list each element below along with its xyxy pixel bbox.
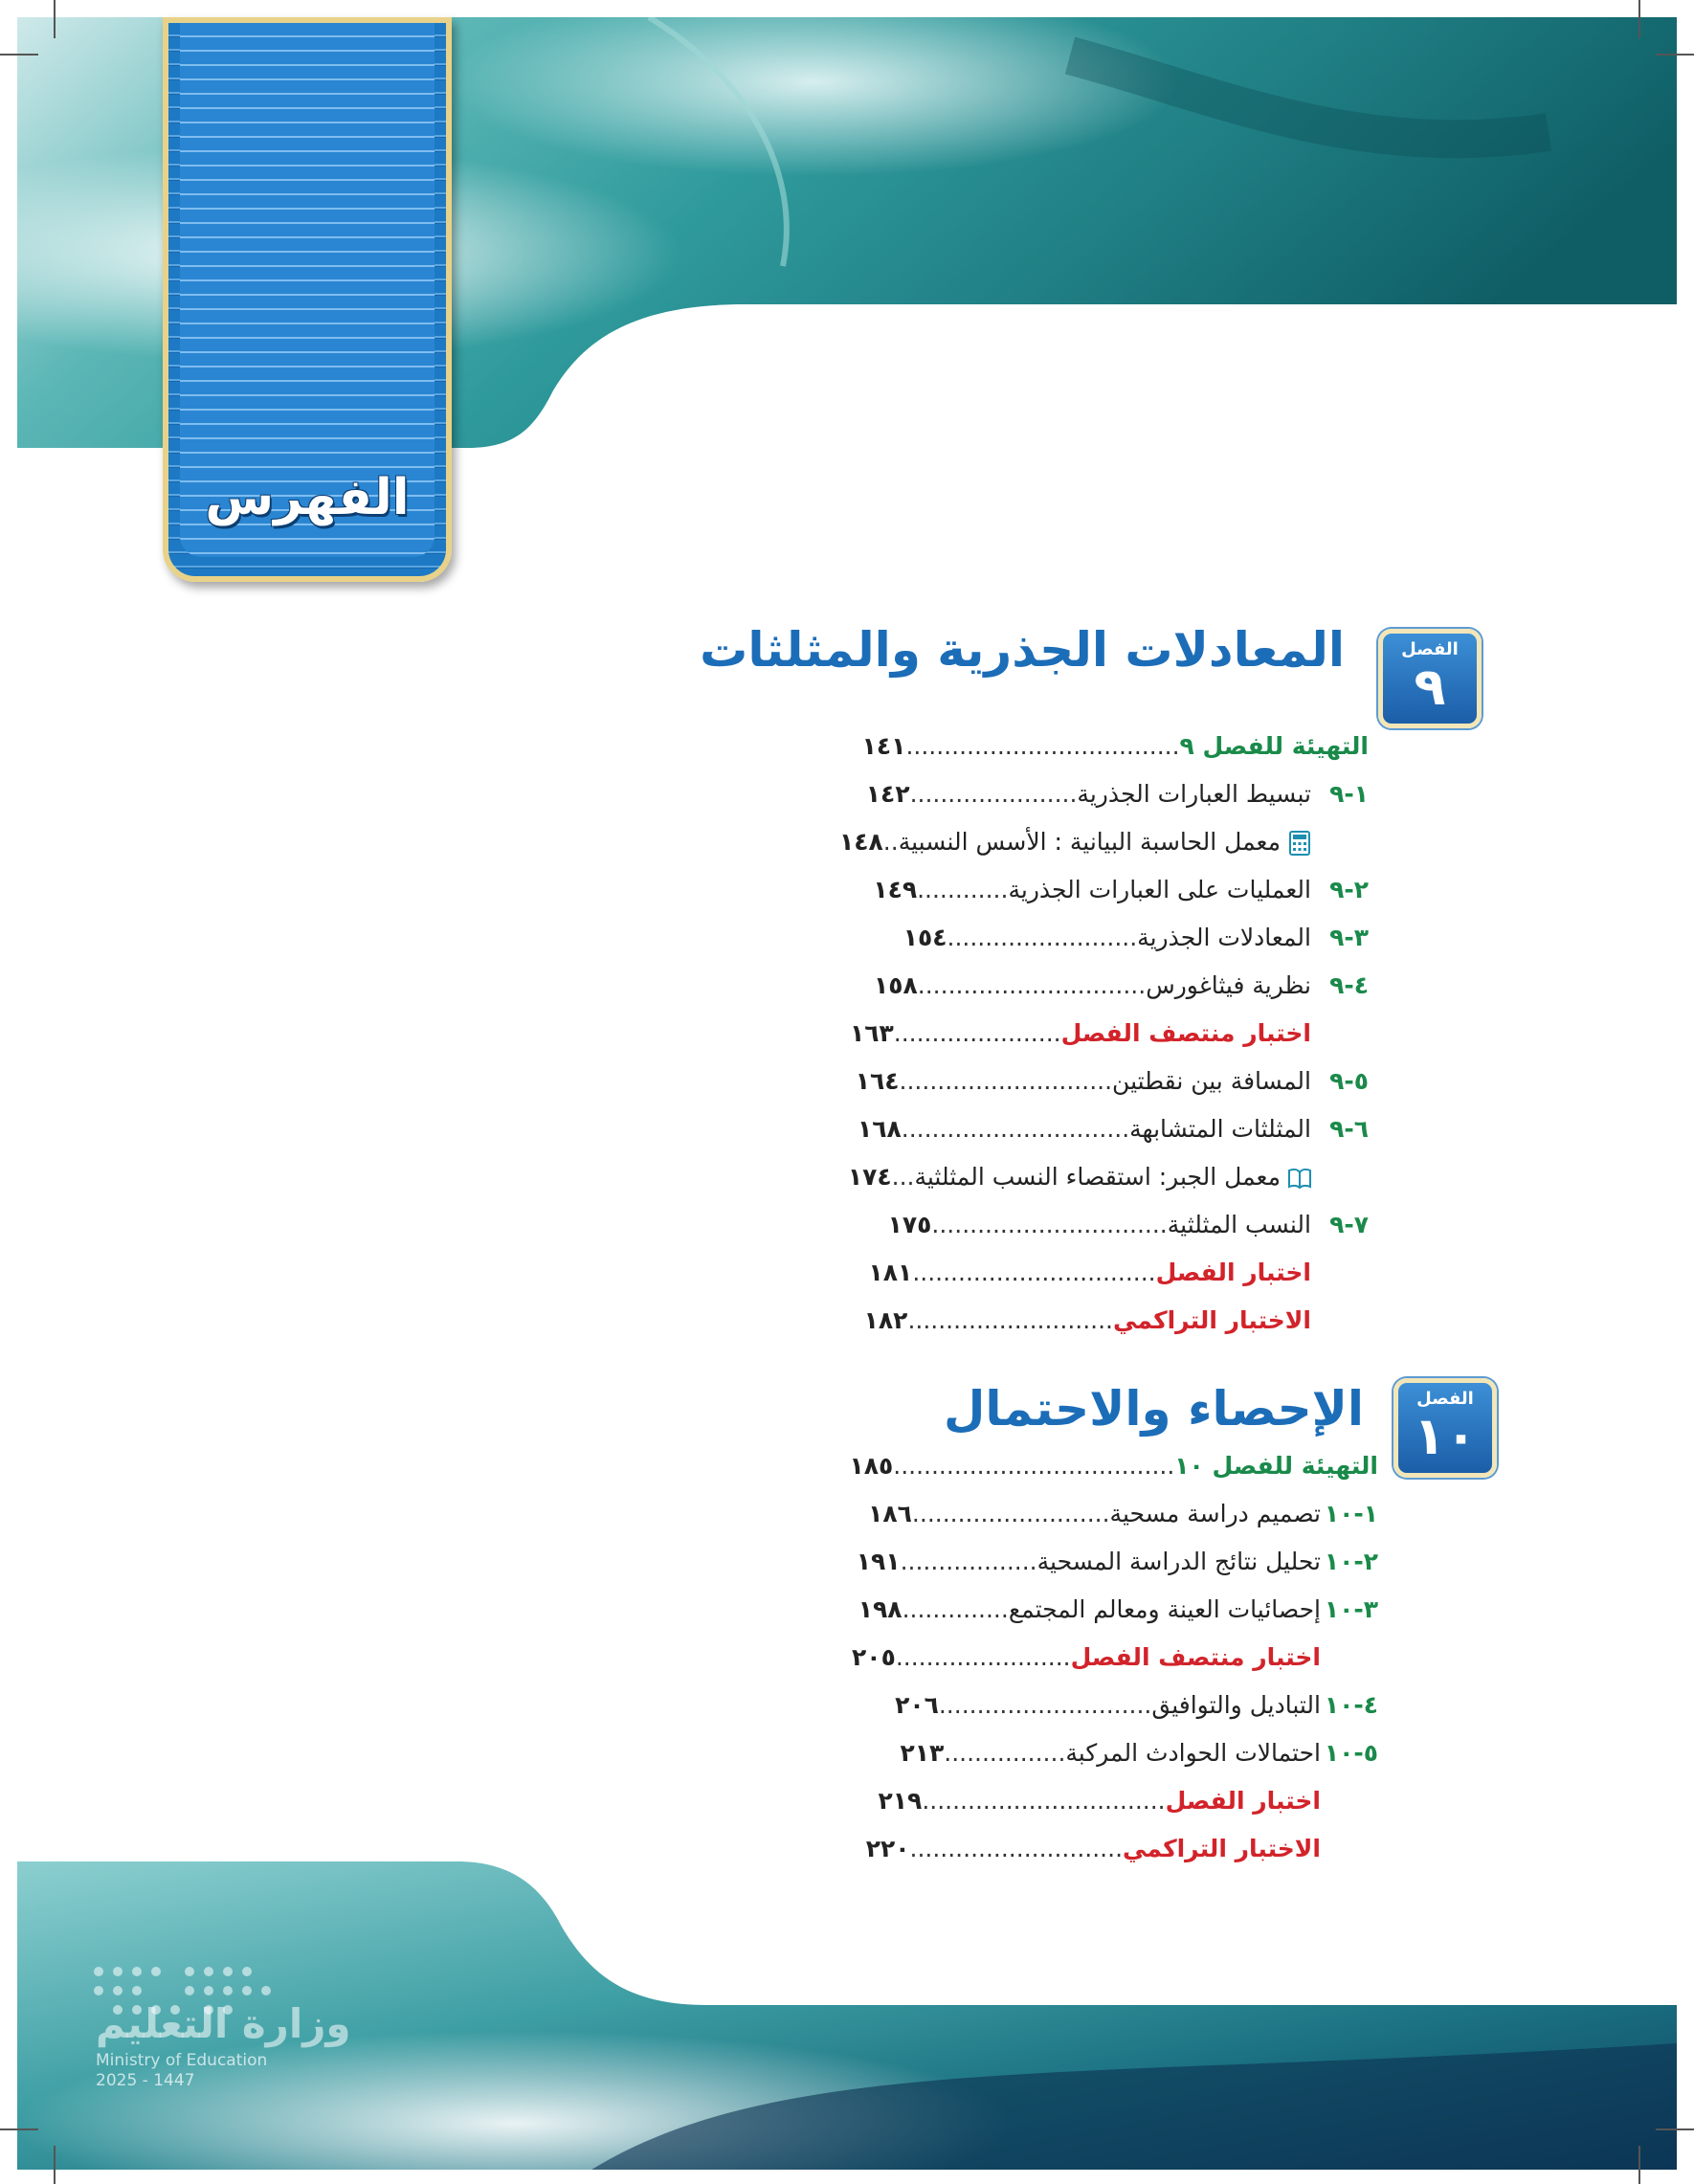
toc-lesson-title: التهيئة للفصل ١٠: [1174, 1452, 1378, 1480]
toc-leader-dots: ..: [882, 828, 899, 856]
toc-row[interactable]: [852, 1638, 1378, 1677]
toc-page-number: ١٥٨: [874, 971, 918, 999]
toc-page-number: ١٨١: [868, 1259, 913, 1286]
toc-leader-dots: ...............................: [931, 1211, 1168, 1238]
toc-row[interactable]: [856, 1062, 1369, 1101]
toc-lesson-title: احتمالات الحوادث المركبة: [1065, 1739, 1321, 1767]
toc-page-number: ١٤٩: [873, 876, 918, 903]
toc-leader-dots: ................................: [912, 1259, 1156, 1286]
toc-row[interactable]: [839, 823, 1369, 861]
toc-leader-dots: ............................: [909, 1835, 1124, 1862]
toc-leader-dots: ...: [891, 1163, 915, 1191]
toc-row[interactable]: [903, 919, 1369, 957]
chapter-badge-label: الفصل: [1416, 1389, 1474, 1409]
calculator-icon: [1288, 831, 1311, 856]
crop-mark: [1656, 54, 1694, 56]
toc-row[interactable]: [895, 1686, 1378, 1725]
toc-page-number: ١٤٨: [839, 828, 883, 856]
toc-lesson-title: الاختبار التراكمي: [1123, 1835, 1321, 1862]
toc-leader-dots: ......................: [893, 1019, 1061, 1047]
crop-mark: [1638, 2146, 1640, 2184]
toc-leader-dots: ............................: [938, 1691, 1152, 1719]
toc-page-number: ١٨٦: [868, 1500, 912, 1527]
toc-leader-dots: ............: [917, 876, 1009, 903]
toc-lesson-title: اختبار منتصف الفصل: [1070, 1643, 1321, 1671]
toc-leader-dots: .........................: [947, 924, 1138, 951]
toc-page-number: ١٦٤: [855, 1067, 900, 1095]
ministry-name-ar: وزارة التعليم: [96, 2000, 351, 2047]
book-icon: [1288, 1166, 1311, 1191]
toc-lesson-title: النسب المثلثية: [1167, 1211, 1311, 1238]
toc-lesson-number: ٢-١٠: [1324, 1548, 1378, 1575]
toc-lesson-title: تحليل نتائج الدراسة المسحية: [1036, 1548, 1321, 1575]
toc-page-number: ٢١٣: [900, 1739, 945, 1767]
toc-lesson-title: تبسيط العبارات الجذرية: [1077, 780, 1311, 808]
toc-lesson-title: اختبار الفصل: [1155, 1259, 1311, 1286]
toc-lesson-title: المسافة بين نقطتين: [1112, 1067, 1311, 1095]
toc-lesson-title: الاختبار التراكمي: [1113, 1306, 1311, 1334]
toc-lesson-title: التباديل والتوافيق: [1151, 1691, 1321, 1719]
chapter-badge-number: ١٠: [1414, 1406, 1477, 1466]
toc-lesson-title: معمل الحاسبة البيانية : الأسس النسبية: [898, 828, 1281, 856]
chapter-9-badge: [1378, 629, 1482, 728]
toc-lesson-title: المثلثات المتشابهة: [1129, 1115, 1311, 1143]
toc-lesson-number: ٤-٩: [1329, 971, 1369, 999]
chapter-9-toc: [699, 727, 1369, 1340]
toc-page-number: ٢٠٥: [852, 1643, 896, 1671]
toc-leader-dots: ..............................: [901, 1115, 1130, 1143]
toc-lesson-title: معمل الجبر: استقصاء النسب المثلثية: [914, 1163, 1281, 1191]
chapter-10-title: الإحصاء والاحتمال: [944, 1381, 1364, 1437]
toc-lesson-title: التهيئة للفصل ٩: [1179, 732, 1369, 760]
toc-page-number: ١٦٣: [849, 1019, 894, 1047]
toc-row[interactable]: [888, 1206, 1369, 1244]
toc-row[interactable]: [873, 871, 1369, 909]
toc-page-number: ١٤١: [861, 732, 906, 760]
chapter-10-toc: [689, 1447, 1378, 1868]
toc-row[interactable]: [900, 1734, 1378, 1772]
index-tab: [163, 17, 452, 582]
chapter-badge-label: الفصل: [1401, 639, 1459, 659]
toc-row[interactable]: [866, 775, 1369, 813]
toc-lesson-title: العمليات على العبارات الجذرية: [1008, 876, 1311, 903]
toc-lesson-number: ٥-٩: [1329, 1067, 1369, 1095]
toc-leader-dots: ..................: [900, 1548, 1037, 1575]
chapter-9-title: المعادلات الجذرية والمثلثات: [700, 622, 1345, 678]
toc-lesson-number: ١-١٠: [1324, 1500, 1378, 1527]
toc-leader-dots: ................: [944, 1739, 1066, 1767]
toc-row[interactable]: [869, 1254, 1369, 1292]
toc-page-number: ١٦٨: [857, 1115, 902, 1143]
toc-page-number: ٢٠٦: [895, 1691, 939, 1719]
toc-row[interactable]: [857, 1543, 1378, 1581]
index-title: الفهرس: [205, 469, 410, 526]
toc-page-number: ١٩١: [856, 1548, 901, 1575]
toc-lesson-number: ١-٩: [1329, 780, 1369, 808]
toc-leader-dots: ............................: [899, 1067, 1113, 1095]
ministry-year: 2025 - 1447: [96, 2071, 195, 2090]
toc-lesson-number: ٣-٩: [1329, 924, 1369, 951]
toc-row[interactable]: [864, 1302, 1369, 1340]
chapter-badge-number: ٩: [1414, 657, 1446, 717]
toc-leader-dots: .......................: [895, 1643, 1071, 1671]
toc-leader-dots: ...........................: [907, 1306, 1114, 1334]
chapter-10-badge: [1393, 1378, 1497, 1478]
toc-lesson-number: ٥-١٠: [1324, 1739, 1378, 1767]
toc-lesson-number: ٢-٩: [1329, 876, 1369, 903]
ministry-name-en: Ministry of Education: [96, 2051, 268, 2070]
toc-page-number: ٢١٩: [878, 1787, 923, 1815]
toc-leader-dots: ................................: [922, 1787, 1166, 1815]
toc-page-number: ١٩٨: [858, 1595, 903, 1623]
crop-mark: [0, 54, 38, 56]
toc-page-number: ١٨٥: [849, 1452, 894, 1480]
toc-row[interactable]: [850, 1014, 1369, 1053]
toc-row[interactable]: [849, 1447, 1378, 1485]
toc-lesson-title: تصميم دراسة مسحية: [1109, 1500, 1321, 1527]
toc-lesson-title: المعادلات الجذرية: [1137, 924, 1311, 951]
crop-mark: [1638, 0, 1640, 38]
toc-leader-dots: ..............................: [917, 971, 1147, 999]
toc-row[interactable]: [868, 1495, 1378, 1533]
toc-leader-dots: ..............: [902, 1595, 1009, 1623]
crop-mark: [1656, 2128, 1694, 2130]
toc-lesson-number: ٤-١٠: [1324, 1691, 1378, 1719]
toc-row[interactable]: [866, 1830, 1378, 1868]
toc-page-number: ١٥٤: [903, 924, 947, 951]
toc-leader-dots: ......................: [909, 780, 1078, 808]
toc-leader-dots: .....................................: [893, 1452, 1175, 1480]
toc-row[interactable]: [874, 967, 1369, 1005]
toc-row[interactable]: [848, 1158, 1369, 1196]
crop-mark: [0, 2128, 38, 2130]
toc-page-number: ١٤٢: [865, 780, 910, 808]
toc-row[interactable]: [858, 1591, 1378, 1629]
toc-lesson-title: نظرية فيثاغورس: [1146, 971, 1311, 999]
toc-row[interactable]: [879, 1782, 1378, 1820]
toc-lesson-number: ٧-٩: [1329, 1211, 1369, 1238]
toc-lesson-number: ٦-٩: [1329, 1115, 1369, 1143]
crop-mark: [54, 0, 56, 38]
toc-leader-dots: ....................................: [905, 732, 1180, 760]
toc-lesson-title: اختبار الفصل: [1165, 1787, 1321, 1815]
toc-lesson-title: اختبار منتصف الفصل: [1060, 1019, 1311, 1047]
toc-page-number: ١٧٥: [887, 1211, 932, 1238]
toc-page-number: ٢٢٠: [865, 1835, 910, 1862]
toc-lesson-title: إحصائيات العينة ومعالم المجتمع: [1008, 1595, 1321, 1623]
toc-page-number: ١٨٢: [863, 1306, 908, 1334]
toc-leader-dots: ..........................: [911, 1500, 1110, 1527]
toc-lesson-number: ٣-١٠: [1324, 1595, 1378, 1623]
toc-row[interactable]: [862, 727, 1369, 766]
toc-row[interactable]: [858, 1110, 1369, 1148]
toc-page-number: ١٧٤: [847, 1163, 892, 1191]
crop-mark: [54, 2146, 56, 2184]
